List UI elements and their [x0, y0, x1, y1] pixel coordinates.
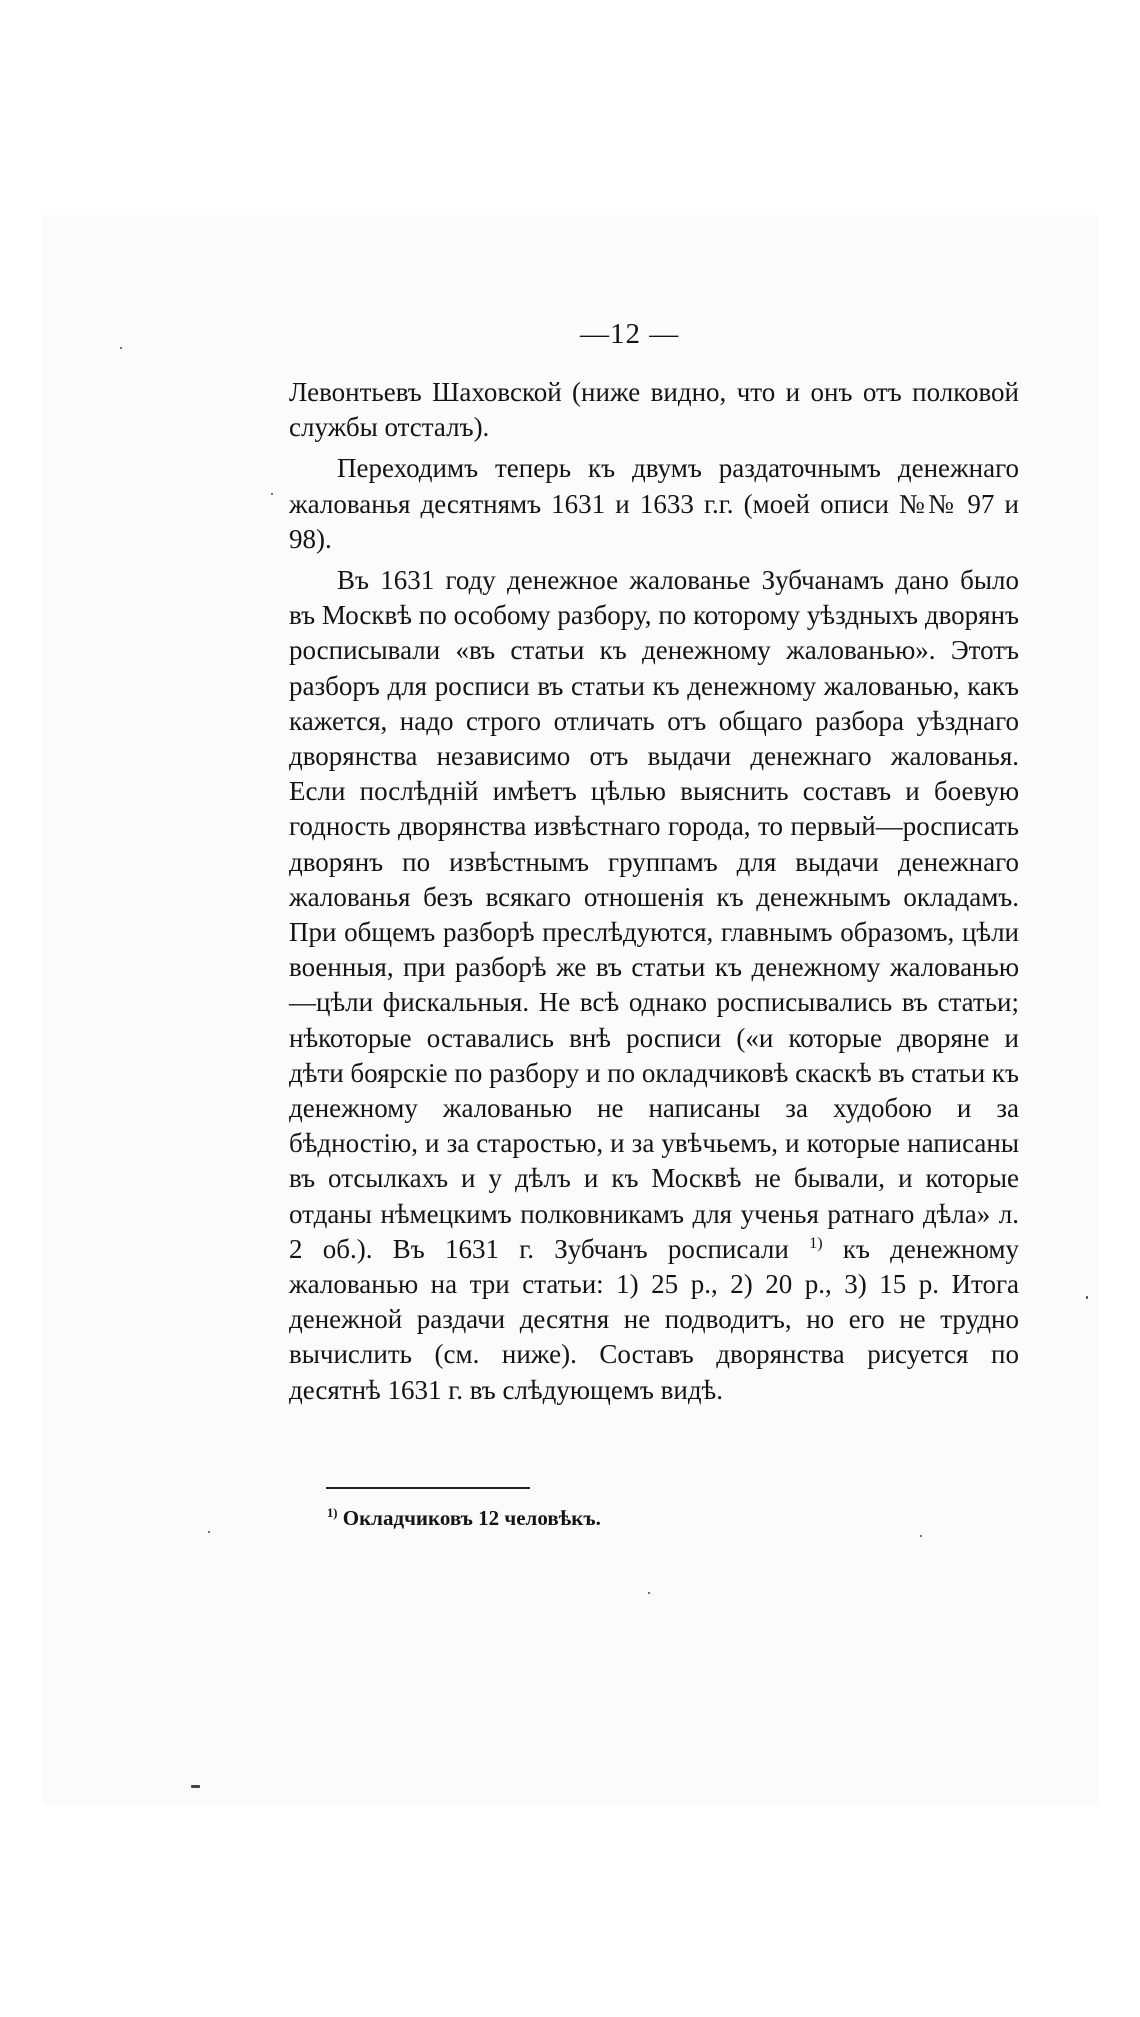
footnote-reference: 1) — [809, 1233, 823, 1252]
body-text — [289, 375, 1019, 1408]
paragraph — [289, 563, 1019, 1408]
scan-speck — [271, 493, 273, 495]
scan-speck — [208, 1531, 210, 1533]
paragraph-text-continued: къ денежному жалованью на три статьи: 1) 25 р., 2) 20 р., 3) 15 р. Итога денежной раздачи десятня не подводитъ, но его не трудно вычислить (см. ниже). Составъ дворянства рисуется по десятнѣ 1631 г. въ слѣдующемъ видѣ. — [289, 1233, 1019, 1405]
paragraph-continuation: Левонтьевъ Шаховской (ниже видно, что и онъ отъ полковой службы отсталъ). — [289, 377, 1019, 443]
footnote-text: Окладчиковъ 12 человѣкъ. — [342, 1506, 601, 1530]
scan-speck — [191, 1785, 200, 1788]
footnote — [327, 1506, 601, 1531]
page-number: —12 — — [580, 318, 680, 350]
footnote-marker: 1) — [327, 1506, 338, 1520]
scan-speck — [648, 1592, 650, 1594]
scan-speck — [120, 347, 122, 349]
scan-speck — [920, 1535, 922, 1537]
scan-speck — [1086, 1296, 1088, 1299]
paragraph: Переходимъ теперь къ двумъ раздаточнымъ денежнаго жалованья десятнямъ 1631 и 1633 г.г. (моей описи №№ 97 и 98). — [289, 453, 1019, 554]
footnote-divider — [326, 1487, 530, 1489]
paragraph-text: Въ 1631 году денежное жалованье Зубчанамъ дано было въ Москвѣ по особому разбору, по которому уѣздныхъ дворянъ росписывали «въ статьи къ денежному жалованью». Этотъ разборъ для росписи въ статьи къ денежному жалованью, какъ кажется, надо строго отличать отъ общаго разбора уѣзднаго дворянства независимо отъ выдачи денежнаго жалованья. Если послѣдній имѣетъ цѣлью выяснить составъ и боевую годность дворянства извѣстнаго города, то первый—росписать дворянъ по извѣстнымъ группамъ для выдачи денежнаго жалованья безъ всякаго отношенія къ денежнымъ окладамъ. При общемъ разборѣ преслѣдуются, главнымъ образомъ, цѣли военныя, при разборѣ же въ статьи къ денежному жалованью—цѣли фискальныя. Не всѣ однако росписывались въ статьи; нѣкоторые оставались внѣ росписи («и которые дворяне и дѣти боярскіе по разбору и по окладчиковѣ скаскѣ въ статьи къ денежному жалованью не написаны за худобою и за бѣдностію, и за старостью, и за увѣчьемъ, и которые написаны въ отсылкахъ и у дѣлъ и къ Москвѣ не бывали, и которые отданы нѣмецкимъ полковникамъ для ученья ратнаго дѣла» л. 2 об.). Въ 1631 г. Зубчанъ росписали — [289, 565, 1019, 1264]
